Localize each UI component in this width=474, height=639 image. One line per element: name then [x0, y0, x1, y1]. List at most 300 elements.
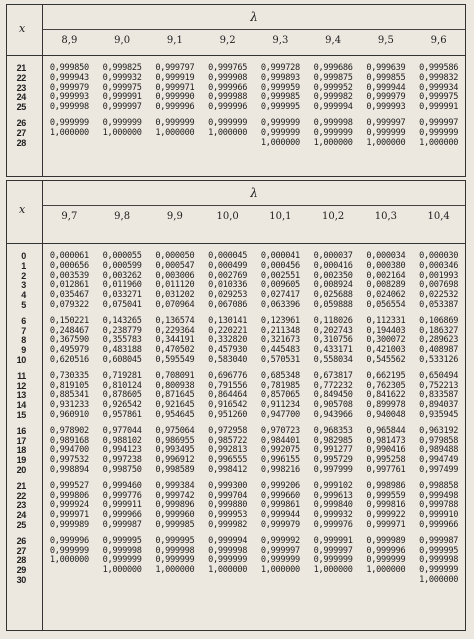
table-cell: 0,999995: [260, 102, 300, 113]
lambda-header-7: 9,6: [430, 35, 447, 46]
table-cell: 0,979858: [419, 435, 459, 446]
table-cell: 0,999206: [260, 480, 300, 491]
table-cell: 0,999998: [155, 545, 195, 556]
table-cell: 0,992813: [208, 445, 248, 456]
table-cell: 0,008289: [366, 280, 406, 291]
table-cell: 0,997238: [102, 455, 142, 466]
table-cell: 0,483188: [102, 345, 142, 356]
table-cell: 0,999987: [102, 519, 142, 530]
table-cell: 0,999995: [419, 545, 459, 556]
table-cell: 0,963192: [419, 425, 459, 436]
table-cell: 0,031202: [155, 290, 195, 301]
table-cell: 0,999995: [102, 535, 142, 546]
table-cell: 0,708091: [155, 370, 195, 381]
table-cell: 0,002769: [208, 270, 248, 281]
table-cell: 0,998894: [49, 464, 89, 475]
table-cell: 0,999908: [208, 72, 248, 83]
table-cell: 0,999999: [260, 117, 300, 128]
table-cell: 1,000000: [313, 565, 353, 576]
table-cell: 0,999998: [102, 545, 142, 556]
table-cell: 0,999776: [102, 490, 142, 501]
table-cell: 0,999300: [208, 480, 248, 491]
table-cell: 0,022532: [419, 290, 459, 301]
table-cell: [201, 139, 254, 149]
table-cell: 1,000000: [208, 127, 248, 138]
x-value: 20: [16, 464, 26, 475]
table-cell: 0,999999: [155, 117, 195, 128]
table-cell: 0,000061: [49, 251, 89, 261]
table-cell: 0,999995: [155, 535, 195, 546]
table-cell: [96, 139, 149, 149]
value-column-7: [412, 64, 465, 184]
table-cell: 0,999996: [366, 545, 406, 556]
table-cell: 0,143265: [102, 315, 142, 326]
table-cell: 0,911234: [260, 400, 300, 411]
lambda-header-0: 9,7: [61, 211, 78, 222]
table-cell: 0,999999: [313, 555, 353, 566]
table-cell: 0,999966: [208, 82, 248, 93]
table-cell: 0,999943: [49, 72, 89, 83]
table-cell: 0,999924: [49, 500, 89, 511]
x-value: 26: [16, 117, 26, 128]
table-cell: 0,000346: [419, 260, 459, 271]
table-cell: 0,954645: [155, 409, 195, 420]
table-cell: 0,999850: [49, 63, 89, 73]
table-cell: 0,650494: [419, 370, 459, 381]
table-cell: 0,996155: [260, 455, 300, 466]
table-cell: 1,000000: [313, 137, 353, 148]
table-cell: 0,871645: [155, 390, 195, 401]
probability-columns: [43, 56, 465, 184]
table-cell: 0,000030: [419, 251, 459, 261]
table-cell: 0,300072: [366, 335, 406, 346]
table-cell: 1,000000: [419, 137, 459, 148]
table-cell: 0,035467: [49, 290, 89, 301]
table-cell: 0,999797: [155, 63, 195, 73]
value-column-2: [149, 64, 202, 184]
table-cell: 0,000416: [313, 260, 353, 271]
value-column-2: [149, 252, 202, 638]
table-cell: 0,229364: [155, 325, 195, 336]
table-cell: 1,000000: [155, 565, 195, 576]
table-cell: 0,841622: [366, 390, 406, 401]
table-cell: 0,989488: [419, 445, 459, 456]
table-cell: 0,957861: [102, 409, 142, 420]
table-cell: 0,070964: [155, 299, 195, 310]
table-cell: 0,000499: [208, 260, 248, 271]
x-value: 12: [16, 380, 26, 391]
table-cell: 0,608045: [102, 354, 142, 365]
table-cell: 0,202743: [313, 325, 353, 336]
table-cell: 0,965844: [366, 425, 406, 436]
table-cell: 0,951260: [208, 409, 248, 420]
table-cell: 0,999919: [155, 72, 195, 83]
table-cell: 0,999966: [102, 510, 142, 521]
table-cell: 0,999816: [366, 500, 406, 511]
table-cell: 0,819105: [49, 380, 89, 391]
x-value: 22: [16, 490, 26, 501]
table-cell: [43, 576, 96, 586]
table-cell: 0,075041: [102, 299, 142, 310]
lambda-header-2: 9,1: [166, 35, 183, 46]
x-value: 4: [21, 290, 26, 301]
table-cell: 0,986955: [155, 435, 195, 446]
table-cell: 0,003262: [102, 270, 142, 281]
table-cell: 0,998412: [208, 464, 248, 475]
table-cell: 0,995258: [366, 455, 406, 466]
table-cell: 0,999953: [208, 510, 248, 521]
table-cell: 0,833587: [419, 390, 459, 401]
x-value: 23: [16, 500, 26, 511]
table-cell: 0,999911: [102, 500, 142, 511]
table-cell: 0,999997: [313, 545, 353, 556]
lambda-header-6: 9,5: [377, 35, 394, 46]
table-cell: 0,999982: [208, 519, 248, 530]
table-cell: 0,977044: [102, 425, 142, 436]
table-cell: 0,999825: [102, 63, 142, 73]
lambda-header-7: 10,4: [427, 211, 450, 222]
table-cell: 0,056554: [366, 299, 406, 310]
value-column-6: [360, 252, 413, 638]
table-cell: 0,999880: [208, 500, 248, 511]
table-cell: 0,002164: [366, 270, 406, 281]
table-cell: 0,999979: [260, 519, 300, 530]
table-cell: 0,999999: [419, 565, 459, 576]
value-column-1: [96, 64, 149, 184]
table-cell: 0,999832: [419, 72, 459, 83]
table-cell: 0,150221: [49, 315, 89, 326]
table-cell: 0,800938: [155, 380, 195, 391]
x-value: 30: [16, 574, 26, 585]
table-cell: 0,999498: [419, 490, 459, 501]
x-column-label: x: [19, 22, 26, 35]
value-column-3: [201, 64, 254, 184]
table-cell: 0,997999: [313, 464, 353, 475]
table-cell: 0,947700: [260, 409, 300, 420]
table-cell: 0,112331: [366, 315, 406, 326]
table-cell: 0,000656: [49, 260, 89, 271]
table-cell: [96, 576, 149, 586]
table-cell: 0,999960: [155, 510, 195, 521]
table-cell: 0,960910: [49, 409, 89, 420]
table-cell: 0,988102: [102, 435, 142, 446]
table-cell: 0,570531: [260, 354, 300, 365]
table-cell: 0,186327: [419, 325, 459, 336]
table-cell: 0,999994: [208, 535, 248, 546]
x-value: 19: [16, 455, 26, 466]
table-cell: 0,998589: [155, 464, 195, 475]
table-cell: 0,972958: [208, 425, 248, 436]
table-cell: 0,931233: [49, 400, 89, 411]
table-cell: 0,999999: [102, 555, 142, 566]
table-cell: 0,220221: [208, 325, 248, 336]
lambda-header-5: 9,4: [325, 35, 342, 46]
table-cell: 0,999944: [260, 510, 300, 521]
table-cell: 0,999999: [313, 127, 353, 138]
x-value: 15: [16, 409, 26, 420]
value-column-0: [43, 252, 96, 638]
x-value: 24: [16, 510, 26, 521]
table-cell: 0,999975: [419, 92, 459, 103]
table-cell: 0,999971: [49, 510, 89, 521]
lambda-header-1: 9,0: [114, 35, 131, 46]
table-cell: 0,470502: [155, 345, 195, 356]
table-cell: 0,999991: [102, 92, 142, 103]
table-cell: 0,999997: [419, 117, 459, 128]
table-cell: 0,899978: [366, 400, 406, 411]
x-value: 1: [21, 260, 26, 271]
table-cell: 0,002551: [260, 270, 300, 281]
table-cell: 0,332820: [208, 335, 248, 346]
table-cell: 0,999861: [260, 500, 300, 511]
table-cell: 0,408987: [419, 345, 459, 356]
table-cell: 0,849450: [313, 390, 353, 401]
table-cell: 0,136574: [155, 315, 195, 326]
table-cell: 0,059888: [313, 299, 353, 310]
table-cell: 0,999999: [155, 555, 195, 566]
table-cell: 1,000000: [155, 127, 195, 138]
table-cell: 0,998750: [102, 464, 142, 475]
x-value: 29: [16, 565, 26, 576]
table-cell: [360, 576, 413, 586]
table-1-header: [7, 5, 465, 56]
table-cell: 0,999999: [260, 555, 300, 566]
table-cell: 0,008924: [313, 280, 353, 291]
table-cell: 0,999934: [419, 82, 459, 93]
table-cell: 0,999840: [313, 500, 353, 511]
table-cell: [43, 139, 96, 149]
table-cell: 0,810124: [102, 380, 142, 391]
value-column-4: [254, 252, 307, 638]
table-cell: 0,999998: [419, 555, 459, 566]
table-cell: 0,999990: [155, 92, 195, 103]
table-cell: 0,997499: [419, 464, 459, 475]
table-cell: 0,999997: [102, 102, 142, 113]
table-cell: 0,999998: [49, 102, 89, 113]
table-cell: 0,445483: [260, 345, 300, 356]
x-value: 22: [16, 72, 26, 83]
table-cell: 0,984401: [260, 435, 300, 446]
table-cell: 0,999997: [260, 545, 300, 556]
table-cell: 0,007698: [419, 280, 459, 291]
lambda-label: λ: [43, 5, 465, 30]
table-cell: 0,696776: [208, 370, 248, 381]
lambda-header-1: 9,8: [114, 211, 131, 222]
table-2-header: [7, 181, 465, 244]
table-cell: 0,999985: [260, 92, 300, 103]
table-cell: 0,367590: [49, 335, 89, 346]
table-cell: 0,982985: [313, 435, 353, 446]
table-cell: 0,583040: [208, 354, 248, 365]
table-cell: 0,864464: [208, 390, 248, 401]
table-cell: 0,999910: [419, 510, 459, 521]
table-cell: 0,118026: [313, 315, 353, 326]
table-cell: 0,063396: [260, 299, 300, 310]
table-cell: 0,999639: [366, 63, 406, 73]
table-cell: 0,989168: [49, 435, 89, 446]
table-cell: 0,999999: [260, 127, 300, 138]
table-cell: 0,999993: [366, 102, 406, 113]
table-1: [6, 4, 466, 177]
table-cell: 0,558034: [313, 354, 353, 365]
table-cell: 0,003539: [49, 270, 89, 281]
table-cell: 0,999660: [260, 490, 300, 501]
table-cell: 0,289623: [419, 335, 459, 346]
table-cell: 0,999999: [419, 127, 459, 138]
table-cell: 0,033271: [102, 290, 142, 301]
x-value: 25: [16, 519, 26, 530]
table-cell: 1,000000: [208, 565, 248, 576]
table-cell: 0,999788: [419, 500, 459, 511]
x-value: 23: [16, 82, 26, 93]
table-cell: 0,079322: [49, 299, 89, 310]
table-cell: 0,996912: [155, 455, 195, 466]
table-cell: 0,999855: [366, 72, 406, 83]
table-cell: 0,999999: [208, 555, 248, 566]
table-cell: 0,238779: [102, 325, 142, 336]
table-cell: 0,999989: [366, 535, 406, 546]
table-cell: 0,248467: [49, 325, 89, 336]
table-cell: 0,999976: [313, 519, 353, 530]
table-cell: [254, 576, 307, 586]
table-cell: 0,673817: [313, 370, 353, 381]
lambda-header-6: 10,3: [374, 211, 397, 222]
table-cell: 0,999998: [313, 117, 353, 128]
table-cell: 0,999988: [208, 92, 248, 103]
table-cell: 0,752213: [419, 380, 459, 391]
table-cell: 0,999999: [366, 555, 406, 566]
table-cell: 0,990416: [366, 445, 406, 456]
table-cell: 0,885341: [49, 390, 89, 401]
x-value: 8: [21, 335, 26, 346]
table-cell: 0,975064: [155, 425, 195, 436]
table-cell: 0,533126: [419, 354, 459, 365]
table-cell: 0,997532: [49, 455, 89, 466]
table-cell: 0,730335: [49, 370, 89, 381]
x-value: 14: [16, 400, 26, 411]
table-cell: 0,940048: [366, 409, 406, 420]
table-cell: 0,968353: [313, 425, 353, 436]
table-cell: [307, 576, 360, 586]
x-value: 16: [16, 425, 26, 436]
table-cell: 0,998986: [366, 480, 406, 491]
table-cell: 0,991277: [313, 445, 353, 456]
table-cell: 0,999991: [313, 535, 353, 546]
table-cell: 0,999979: [366, 92, 406, 103]
table-cell: 0,999971: [155, 82, 195, 93]
table-cell: 0,999996: [155, 102, 195, 113]
table-cell: 0,029253: [208, 290, 248, 301]
table-cell: 0,011120: [155, 280, 195, 291]
table-cell: 0,935945: [419, 409, 459, 420]
table-cell: 0,067086: [208, 299, 248, 310]
table-cell: 0,995729: [313, 455, 353, 466]
table-cell: 1,000000: [419, 574, 459, 585]
value-column-5: [307, 64, 360, 184]
table-cell: 0,916542: [208, 400, 248, 411]
table-cell: 0,999989: [49, 519, 89, 530]
x-value: 27: [16, 127, 26, 138]
value-column-5: [307, 252, 360, 638]
x-value: 26: [16, 535, 26, 546]
value-column-7: [412, 252, 465, 638]
table-cell: 0,002350: [313, 270, 353, 281]
table-cell: 0,999966: [419, 519, 459, 530]
table-cell: 0,999996: [49, 535, 89, 546]
table-cell: 0,999999: [49, 545, 89, 556]
table-cell: 0,999728: [260, 63, 300, 73]
table-cell: 0,321673: [260, 335, 300, 346]
table-cell: 0,994749: [419, 455, 459, 466]
x-value: 24: [16, 92, 26, 103]
table-cell: [149, 139, 202, 149]
value-column-0: [43, 64, 96, 184]
table-cell: 0,999922: [366, 510, 406, 521]
x-value: 7: [21, 325, 26, 336]
table-cell: 1,000000: [49, 555, 89, 566]
table-cell: 0,978902: [49, 425, 89, 436]
table-cell: 0,999875: [313, 72, 353, 83]
table-cell: 0,000045: [208, 251, 248, 261]
table-1-body: [7, 56, 465, 176]
table-cell: 0,999932: [102, 72, 142, 83]
table-cell: 0,999932: [313, 510, 353, 521]
table-cell: 0,999999: [49, 117, 89, 128]
table-cell: 0,994700: [49, 445, 89, 456]
table-cell: 0,999982: [313, 92, 353, 103]
x-value: 28: [16, 137, 26, 148]
value-column-4: [254, 64, 307, 184]
table-cell: 0,999975: [102, 82, 142, 93]
table-cell: 0,921645: [155, 400, 195, 411]
table-cell: 0,999999: [208, 117, 248, 128]
x-value: 6: [21, 315, 26, 326]
table-cell: 0,999806: [49, 490, 89, 501]
lambda-header-4: 9,3: [272, 35, 289, 46]
table-cell: 0,999742: [155, 490, 195, 501]
table-cell: 0,985722: [208, 435, 248, 446]
x-value: 27: [16, 545, 26, 556]
table-cell: 0,999999: [102, 117, 142, 128]
table-cell: 0,999704: [208, 490, 248, 501]
x-value: 13: [16, 390, 26, 401]
table-cell: 1,000000: [260, 137, 300, 148]
table-cell: 0,595549: [155, 354, 195, 365]
table-cell: 0,000041: [260, 251, 300, 261]
table-cell: 0,457930: [208, 345, 248, 356]
table-cell: 0,719281: [102, 370, 142, 381]
table-cell: 0,012861: [49, 280, 89, 291]
table-cell: 0,999896: [155, 500, 195, 511]
table-cell: 0,545562: [366, 354, 406, 365]
table-cell: 0,310756: [313, 335, 353, 346]
table-cell: 0,024062: [366, 290, 406, 301]
table-cell: 0,999993: [49, 92, 89, 103]
table-cell: 0,999765: [208, 63, 248, 73]
x-value: 18: [16, 445, 26, 456]
x-value: 10: [16, 354, 26, 365]
table-cell: 0,996555: [208, 455, 248, 466]
x-values-column: [7, 244, 43, 630]
table-cell: 0,999460: [102, 480, 142, 491]
table-cell: 0,000037: [313, 251, 353, 261]
table-cell: 1,000000: [366, 565, 406, 576]
table-cell: 0,999985: [155, 519, 195, 530]
table-cell: 0,025688: [313, 290, 353, 301]
table-cell: 0,421003: [366, 345, 406, 356]
table-cell: [149, 576, 202, 586]
table-cell: 0,999686: [313, 63, 353, 73]
